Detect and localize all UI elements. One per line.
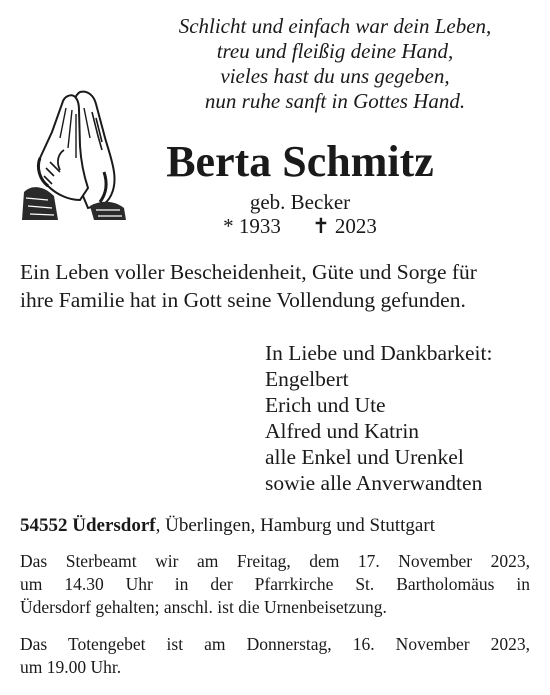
tribute-line: Ein Leben voller Bescheidenheit, Güte und Sorge für [20,260,477,284]
service-line: Das Sterbeamt wir am Freitag, dem 17. November 2023, [20,551,530,571]
poem-line: Schlicht und einfach war dein Leben, [178,14,492,38]
mourners-heading: In Liebe und Dankbarkeit: [265,341,493,365]
prayer-info [20,633,530,679]
mourner-name: Erich und Ute [265,393,386,417]
tribute-text [20,258,535,314]
funeral-mass-info [20,550,530,619]
life-dates [150,214,450,238]
main-place: 54552 Üdersdorf [20,515,156,536]
mourner-name: alle Enkel und Urenkel [265,445,464,469]
poem-line: treu und fleißig deine Hand, [216,39,454,63]
prayer-line: Das Totengebet ist am Donnerstag, 16. November 2023, [20,634,530,654]
deceased-name: Berta Schmitz [166,137,434,186]
poem-line: vieles hast du uns gegeben, [220,64,450,88]
mourner-name: Alfred und Katrin [265,419,420,443]
poem-line: nun ruhe sanft in Gottes Hand. [204,89,466,113]
prayer-line: um 19.00 Uhr. [20,657,122,677]
places-line [20,514,540,538]
mourner-name: Engelbert [265,367,349,391]
other-places: , Überlingen, Hamburg und Stuttgart [155,515,435,536]
birth-year: * 1933 [223,214,281,238]
memorial-poem [130,14,540,114]
tribute-line: ihre Familie hat in Gott seine Vollendung gefunden. [20,288,466,312]
service-line: um 14.30 Uhr in der Pfarrkirche St. Bartholomäus in [20,574,530,594]
service-line: Üdersdorf gehalten; anschl. ist die Urnenbeisetzung. [20,597,387,617]
mourners-block [265,340,545,496]
maiden-name: geb. Becker [249,190,351,214]
praying-hands-icon [18,88,130,223]
death-year: ✝ 2023 [312,214,377,238]
mourner-name: sowie alle Anverwandten [265,471,483,495]
